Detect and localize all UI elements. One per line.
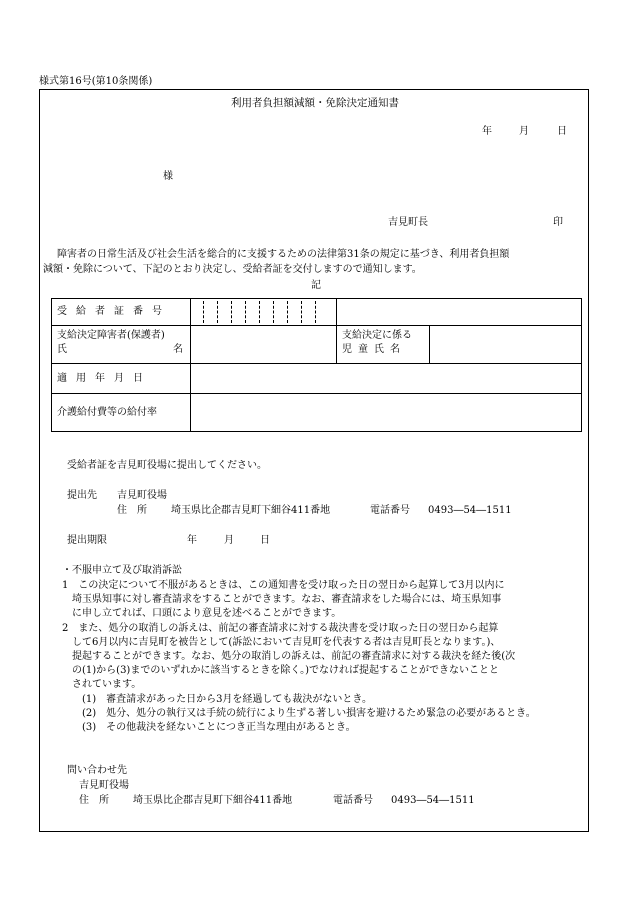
submit-address: 埼玉県比企郡吉見町下細谷411番地	[171, 505, 331, 516]
seal-mark: 印	[553, 217, 563, 228]
deadline-year: 年	[187, 535, 197, 546]
contact-address-label: 住 所	[79, 795, 109, 806]
deadline-day: 日	[260, 535, 270, 546]
submit-phone-label: 電話番号	[370, 505, 410, 516]
period-label: 適用年月日	[57, 373, 152, 384]
appeal-p2-line4: の(1)から(3)までのいずれかに該当するときを除く。)でなければ提起することができないことと	[72, 665, 500, 676]
child-label-line1: 支給決定に係る	[342, 330, 412, 341]
issuer-title: 吉見町長	[388, 217, 428, 228]
row-divider	[52, 393, 582, 394]
submit-to-office: 吉見町役場	[117, 490, 167, 501]
notice-body-line2: 減額・免除について、下記のとおり決定し、受給者証を交付しますので通知します。	[43, 264, 422, 275]
notice-body-line1: 障害者の日常生活及び社会生活を総合的に支援するための法律第31条の規定に基づき、利用者負担額	[57, 249, 510, 260]
appeal-item3: (3) その他裁決を経ないことにつき正当な理由があるとき。	[82, 722, 356, 733]
deadline-month: 月	[224, 535, 234, 546]
child-name-label: 児童氏名	[342, 344, 406, 355]
notice-body	[43, 247, 583, 277]
digit-separator	[231, 301, 232, 323]
submit-to-label: 提出先	[67, 490, 97, 501]
submit-phone: 0493―54―1511	[428, 505, 512, 516]
beneficiary-label: 支給決定障害者(保護者)	[57, 330, 165, 341]
appeal-p1-line1: 1 この決定について不服があるときは、この通知書を受け取った日の翌日から起算して3月以内に	[62, 580, 505, 591]
appeal-p2-line3: 提起することができます。なお、処分の取消しの訴えは、前記の審査請求に対する裁決を経た後(次	[72, 651, 516, 662]
digit-separator	[287, 301, 288, 323]
digit-separator	[315, 301, 316, 323]
appeal-p1-line3: に申し立てれば、口頭により意見を述べることができます。	[72, 608, 342, 619]
contact-label: 問い合わせ先	[67, 765, 127, 776]
column-divider	[190, 299, 191, 432]
digit-separator	[203, 301, 204, 323]
contact-address: 埼玉県比企郡吉見町下細谷411番地	[133, 795, 293, 806]
submit-note: 受給者証を吉見町役場に提出してください。	[67, 460, 267, 471]
contact-phone-label: 電話番号	[333, 795, 373, 806]
appeal-item2: (2) 処分、処分の執行又は手続の続行により生ずる著しい損害を避けるため緊急の必要があるとき。	[82, 708, 536, 719]
appeal-p2-line5: されています。	[72, 679, 142, 690]
date-day: 日	[557, 126, 567, 137]
digit-separator	[217, 301, 218, 323]
row-divider	[52, 325, 582, 326]
digit-separator	[245, 301, 246, 323]
appeal-heading: ・不服申立て及び取消訴訟	[62, 565, 182, 576]
digit-separator	[259, 301, 260, 323]
benefit-rate-label: 介護給付費等の給付率	[57, 407, 157, 418]
form-number: 様式第16号(第10条関係)	[39, 76, 153, 87]
certificate-number-label: 受給者証番号	[57, 306, 171, 317]
info-table	[51, 298, 582, 432]
column-divider	[429, 325, 430, 363]
digit-separator	[301, 301, 302, 323]
digit-separator	[273, 301, 274, 323]
ki-heading: 記	[311, 280, 321, 291]
beneficiary-name-right: 名	[173, 344, 183, 355]
appeal-p2-line1: 2 また、処分の取消しの訴えは、前記の審査請求に対する裁決書を受け取った日の翌日から起算	[62, 623, 499, 634]
submit-address-label: 住 所	[117, 505, 147, 516]
column-divider	[336, 299, 337, 326]
appeal-p2-line2: して6月以内に吉見町を被告として(訴訟において吉見町を代表する者は吉見町長となります。)、	[72, 637, 501, 648]
row-divider	[52, 363, 582, 364]
column-divider	[336, 325, 337, 363]
contact-office: 吉見町役場	[79, 780, 129, 791]
document-title: 利用者負担額減額・免除決定通知書	[231, 97, 399, 109]
contact-phone: 0493―54―1511	[391, 795, 475, 806]
beneficiary-name-left: 氏	[57, 344, 67, 355]
date-month: 月	[519, 126, 529, 137]
appeal-p1-line2: 埼玉県知事に対し審査請求をすることができます。なお、審査請求をした場合には、埼玉県知事	[72, 594, 502, 605]
deadline-label: 提出期限	[67, 535, 107, 546]
date-year: 年	[482, 126, 492, 137]
recipient-suffix: 様	[163, 171, 173, 182]
appeal-item1: (1) 審査請求があった日から3月を経過しても裁決がないとき。	[82, 694, 373, 705]
